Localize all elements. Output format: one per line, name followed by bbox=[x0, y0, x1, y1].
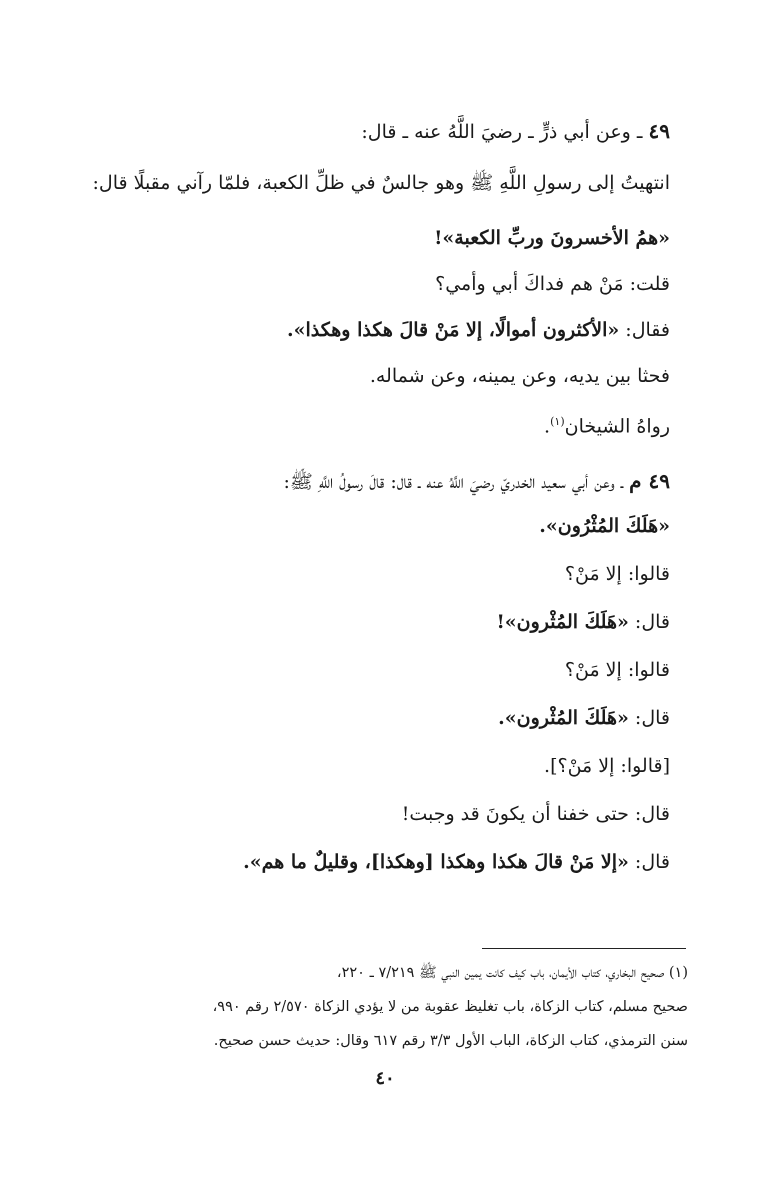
dialogue-line bbox=[78, 502, 670, 550]
dialogue-text: حتى خفنا أن يكونَ قد وجبت! bbox=[401, 803, 629, 826]
dialogue-text: إلا مَنْ؟ bbox=[564, 659, 622, 682]
dialogue-line bbox=[78, 838, 670, 886]
hadith-49m-heading bbox=[78, 461, 670, 502]
speaker-label: قال: bbox=[634, 707, 670, 730]
speaker-label: قالوا: bbox=[627, 659, 670, 682]
hadith-number-2: ٤٩ م bbox=[629, 469, 670, 494]
dialogue-line bbox=[78, 646, 670, 694]
dialogue-text: «هَلَكَ المُثْرون». bbox=[498, 707, 629, 730]
prophet-quote-1: «همُ الأخسرونَ وربِّ الكعبة»! bbox=[434, 227, 670, 249]
footnote-line: سنن الترمذي، كتاب الزكاة، الباب الأول ٣/٣ رقم ٦١٧ وقال: حديث حسن صحيح. bbox=[213, 1033, 688, 1049]
footnotes bbox=[60, 956, 688, 1058]
page-body bbox=[78, 112, 670, 886]
hadith-intro-2: ـ وعن أبي سعيد الخدريّ رضيَ اللَّهُ عنه ـ قال: قالَ رسولُ اللَّهِ ﷺ: bbox=[283, 471, 624, 494]
source-line bbox=[78, 399, 670, 449]
speaker-label: قال: bbox=[634, 611, 670, 634]
source-text: رواهُ الشيخان bbox=[564, 415, 670, 438]
hadith-49-heading bbox=[78, 112, 670, 151]
dialogue-line bbox=[78, 550, 670, 598]
dialogue-list bbox=[78, 502, 670, 886]
dialogue-line bbox=[78, 598, 670, 646]
speaker-label: قال: bbox=[634, 803, 670, 826]
dialogue-line bbox=[78, 742, 670, 790]
dialogue-text: «هَلَكَ المُثْرون»! bbox=[496, 611, 629, 634]
dialogue-line bbox=[78, 694, 670, 742]
answer-quote: «الأكثرون أموالًا، إلا مَنْ قالَ هكذا وهكذا». bbox=[287, 319, 620, 341]
footnote-ref: (١) bbox=[550, 415, 565, 428]
footnote-line: صحيح مسلم، كتاب الزكاة، باب تغليظ عقوبة من لا يؤدي الزكاة ٢/٥٧٠ رقم ٩٩٠، bbox=[212, 999, 688, 1015]
dialogue-text: «إلا مَنْ قالَ هكذا وهكذا [وهكذا]، وقليلٌ ما هم». bbox=[243, 851, 629, 874]
gesture-line: فحثا بين يديه، وعن يمينه، وعن شماله. bbox=[369, 365, 670, 387]
hadith-intro: ـ وعن أبي ذرٍّ ـ رضيَ اللَّهُ عنه ـ قال: bbox=[361, 121, 643, 143]
speaker-label: قالوا: bbox=[627, 563, 670, 586]
dialogue-text: «هَلَكَ المُثْرُون». bbox=[539, 515, 670, 538]
dialogue-text: [قالوا: إلا مَنْ؟]. bbox=[544, 755, 670, 778]
hadith-number: ٤٩ bbox=[648, 119, 670, 143]
dialogue-text: إلا مَنْ؟ bbox=[564, 563, 622, 586]
page-number: ٤٠ bbox=[375, 1068, 395, 1089]
question-line: قلت: مَنْ هم فداكَ أبي وأمي؟ bbox=[435, 273, 670, 295]
source-end: . bbox=[544, 415, 551, 438]
dialogue-line bbox=[78, 790, 670, 838]
answer-prefix: فقال: bbox=[625, 319, 670, 341]
speaker-label: قال: bbox=[634, 851, 670, 874]
hadith-narration: انتهيتُ إلى رسولِ اللَّهِ ﷺ وهو جالسٌ في ظلِّ الكعبة، فلمّا رآني مقبلًا قال: bbox=[92, 172, 670, 194]
footnote-line: (١) صحيح البخاري، كتاب الأيمان، باب كيف كانت يمين النبي ﷺ ٧/٢١٩ ـ ٢٢٠، bbox=[336, 965, 688, 981]
footnote-divider bbox=[482, 948, 686, 949]
answer-line bbox=[78, 307, 670, 353]
